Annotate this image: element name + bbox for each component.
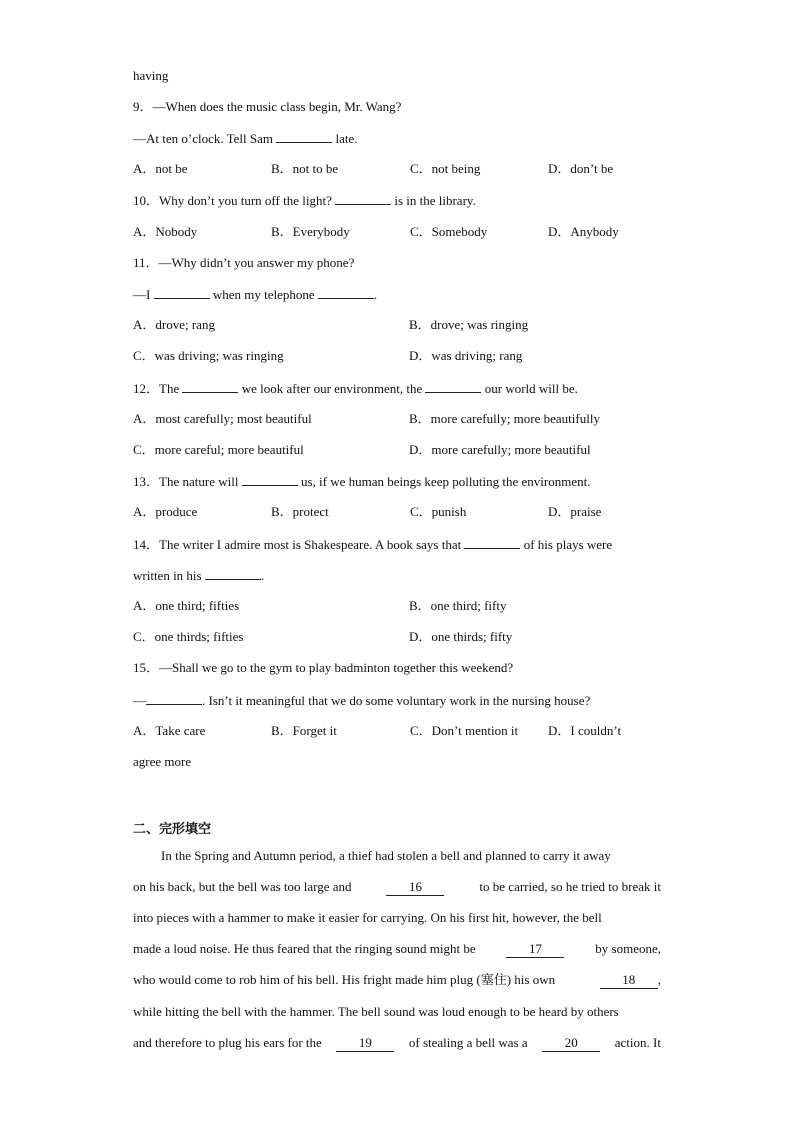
option-c[interactable]: C．more careful; more beautiful xyxy=(133,442,304,457)
option-b[interactable]: B．not to be xyxy=(271,161,339,176)
question-number: 15． xyxy=(133,660,160,675)
question-15 xyxy=(133,660,513,676)
question-12 xyxy=(133,380,578,397)
passage-line-5 xyxy=(133,972,661,989)
carryover-text: having xyxy=(133,68,169,83)
option-d[interactable]: D．Anybody xyxy=(548,224,619,239)
option-d-wrap: agree more xyxy=(133,754,192,769)
response-text: . Isn’t it meaningful that we do some voluntary work in the nursing house? xyxy=(202,693,591,708)
response-text: — xyxy=(133,693,146,708)
answer-blank[interactable] xyxy=(425,380,481,393)
question-9-response xyxy=(133,130,358,147)
passage-line-4 xyxy=(133,941,661,958)
question-stem: The xyxy=(159,381,180,396)
option-d[interactable]: D．praise xyxy=(548,504,602,519)
option-d[interactable]: D．I couldn’t xyxy=(548,723,622,738)
answer-blank[interactable] xyxy=(182,380,238,393)
option-c[interactable]: C．not being xyxy=(410,161,481,176)
question-number: 14． xyxy=(133,537,160,552)
option-c[interactable]: C．Somebody xyxy=(410,224,488,239)
option-a[interactable]: A．most carefully; most beautiful xyxy=(133,411,312,426)
option-d[interactable]: D．don’t be xyxy=(548,161,614,176)
cloze-blank-19[interactable]: 19 xyxy=(336,1035,394,1052)
option-a[interactable]: A．drove; rang xyxy=(133,317,215,332)
cloze-blank-17[interactable]: 17 xyxy=(506,941,564,958)
cloze-blank-16[interactable]: 16 xyxy=(386,879,444,896)
passage-text: who would come to rob him of his bell. His fright made him plug (塞住) his own xyxy=(133,972,556,987)
option-d[interactable]: D．was driving; rang xyxy=(409,348,523,363)
option-a[interactable]: A．Take care xyxy=(133,723,206,738)
option-a[interactable]: A．Nobody xyxy=(133,224,198,239)
answer-blank[interactable] xyxy=(335,192,391,205)
question-number: 10． xyxy=(133,193,160,208)
option-a[interactable]: A．not be xyxy=(133,161,188,176)
passage-line-3: into pieces with a hammer to make it easier for carrying. On his first hit, however, the bell xyxy=(133,910,602,925)
answer-blank[interactable] xyxy=(205,567,261,580)
passage-text: , xyxy=(657,972,661,987)
passage-text: of stealing a bell was a xyxy=(408,1035,528,1050)
question-stem: written in his xyxy=(133,568,202,583)
passage-text: to be carried, so he tried to break it xyxy=(479,879,661,894)
question-9 xyxy=(133,99,401,115)
question-15-response xyxy=(133,692,590,709)
response-text: when my telephone xyxy=(212,287,315,302)
question-10 xyxy=(133,192,476,209)
question-13 xyxy=(133,473,591,490)
response-text: —I xyxy=(133,287,151,302)
passage-text: action. It xyxy=(614,1035,661,1050)
answer-blank[interactable] xyxy=(276,130,332,143)
cloze-blank-18[interactable]: 18 xyxy=(600,972,658,989)
passage-text: made a loud noise. He thus feared that the ringing sound might be xyxy=(133,941,476,956)
answer-blank[interactable] xyxy=(154,286,210,299)
passage-line-2 xyxy=(133,879,661,896)
question-14 xyxy=(133,536,612,553)
question-stem: . xyxy=(260,568,265,583)
question-stem: we look after our environment, the xyxy=(241,381,423,396)
passage-line-1: In the Spring and Autumn period, a thief had stolen a bell and planned to carry it away xyxy=(161,848,611,863)
response-text: late. xyxy=(335,131,358,146)
question-11-response xyxy=(133,286,377,303)
question-stem: —Shall we go to the gym to play badminton together this weekend? xyxy=(159,660,514,675)
passage-text: and therefore to plug his ears for the xyxy=(133,1035,322,1050)
question-number: 11． xyxy=(133,255,159,270)
question-number: 13． xyxy=(133,474,160,489)
passage-line-6: while hitting the bell with the hammer. The bell sound was loud enough to be heard by others xyxy=(133,1004,619,1019)
question-stem: The nature will xyxy=(159,474,239,489)
question-11 xyxy=(133,255,354,271)
option-c[interactable]: C．one thirds; fifties xyxy=(133,629,244,644)
question-stem: The writer I admire most is Shakespeare. A book says that xyxy=(159,537,462,552)
option-a[interactable]: A．produce xyxy=(133,504,198,519)
question-stem: —When does the music class begin, Mr. Wang? xyxy=(152,99,402,114)
option-b[interactable]: B．Forget it xyxy=(271,723,337,738)
response-text: —At ten o’clock. Tell Sam xyxy=(133,131,274,146)
passage-text: by someone, xyxy=(595,941,661,956)
passage-line-7 xyxy=(133,1035,661,1052)
cloze-blank-20[interactable]: 20 xyxy=(542,1035,600,1052)
answer-blank[interactable] xyxy=(242,473,298,486)
option-b[interactable]: B．Everybody xyxy=(271,224,350,239)
option-c[interactable]: C．was driving; was ringing xyxy=(133,348,284,363)
option-b[interactable]: B．one third; fifty xyxy=(409,598,507,613)
option-b[interactable]: B．more carefully; more beautifully xyxy=(409,411,600,426)
section-heading: 二、完形填空 xyxy=(133,822,212,837)
option-d[interactable]: D．one thirds; fifty xyxy=(409,629,513,644)
question-stem: is in the library. xyxy=(394,193,476,208)
option-c[interactable]: C．Don’t mention it xyxy=(410,723,519,738)
passage-text: on his back, but the bell was too large and xyxy=(133,879,352,894)
question-stem: —Why didn’t you answer my phone? xyxy=(158,255,355,270)
question-stem: Why don’t you turn off the light? xyxy=(159,193,332,208)
option-b[interactable]: B．drove; was ringing xyxy=(409,317,529,332)
response-text: . xyxy=(373,287,378,302)
question-stem: of his plays were xyxy=(523,537,613,552)
option-a[interactable]: A．one third; fifties xyxy=(133,598,240,613)
question-number: 12． xyxy=(133,381,160,396)
option-d[interactable]: D．more carefully; more beautiful xyxy=(409,442,591,457)
answer-blank[interactable] xyxy=(464,536,520,549)
question-number: 9． xyxy=(133,99,153,114)
question-stem: our world will be. xyxy=(484,381,578,396)
option-b[interactable]: B．protect xyxy=(271,504,329,519)
question-14-continued xyxy=(133,567,264,584)
answer-blank[interactable] xyxy=(146,692,202,705)
question-stem: us, if we human beings keep polluting the environment. xyxy=(300,474,591,489)
answer-blank[interactable] xyxy=(318,286,374,299)
option-c[interactable]: C．punish xyxy=(410,504,467,519)
